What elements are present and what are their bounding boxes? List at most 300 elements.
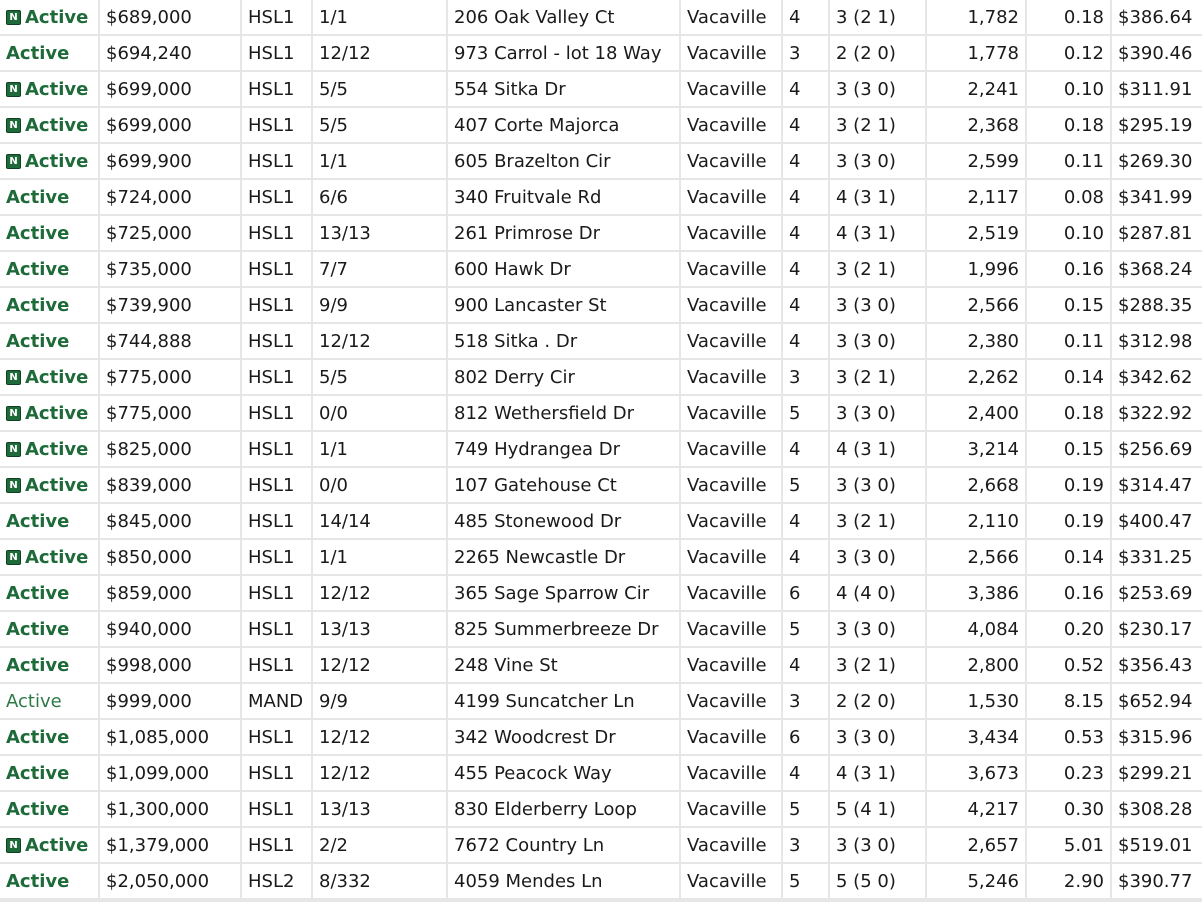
- days-on-market-cell: 12/12: [313, 756, 446, 790]
- address-cell[interactable]: 261 Primrose Dr: [448, 216, 679, 250]
- sqft-cell: 3,386: [927, 576, 1025, 610]
- days-on-market-cell: 7/7: [313, 252, 446, 286]
- city-cell: Vacaville: [681, 468, 781, 502]
- price-cell: $694,240: [100, 36, 240, 70]
- class-cell: HSL1: [242, 648, 311, 682]
- status-wrapper: [6, 331, 92, 352]
- city-cell: Vacaville: [681, 576, 781, 610]
- status-cell: [0, 324, 98, 358]
- table-row[interactable]: [0, 792, 1202, 826]
- status-cell: [0, 360, 98, 394]
- baths-cell: 3 (3 0): [830, 324, 925, 358]
- price-per-sqft-cell: $288.35: [1112, 288, 1202, 322]
- table-row[interactable]: [0, 360, 1202, 394]
- address-cell[interactable]: 342 Woodcrest Dr: [448, 720, 679, 754]
- sqft-cell: 4,084: [927, 612, 1025, 646]
- beds-cell: 4: [783, 0, 828, 34]
- sqft-cell: 2,657: [927, 828, 1025, 862]
- status-label: Active: [6, 762, 70, 784]
- days-on-market-cell: 5/5: [313, 360, 446, 394]
- city-cell: Vacaville: [681, 864, 781, 898]
- price-per-sqft-cell: $315.96: [1112, 720, 1202, 754]
- new-listing-badge-icon: N: [6, 550, 21, 565]
- status-wrapper: [6, 871, 92, 892]
- table-row[interactable]: [0, 540, 1202, 574]
- price-cell: $735,000: [100, 252, 240, 286]
- sqft-cell: 1,996: [927, 252, 1025, 286]
- price-per-sqft-cell: $253.69: [1112, 576, 1202, 610]
- price-cell: $850,000: [100, 540, 240, 574]
- lot-size-cell: 0.08: [1027, 180, 1110, 214]
- status-cell: [0, 684, 98, 718]
- address-cell[interactable]: 749 Hydrangea Dr: [448, 432, 679, 466]
- city-cell: Vacaville: [681, 216, 781, 250]
- price-per-sqft-cell: $312.98: [1112, 324, 1202, 358]
- address-cell[interactable]: 554 Sitka Dr: [448, 72, 679, 106]
- price-per-sqft-cell: $311.91: [1112, 72, 1202, 106]
- beds-cell: 5: [783, 792, 828, 826]
- sqft-cell: 2,800: [927, 648, 1025, 682]
- status-wrapper: [6, 727, 92, 748]
- address-cell[interactable]: 830 Elderberry Loop: [448, 792, 679, 826]
- price-per-sqft-cell: $390.77: [1112, 864, 1202, 898]
- status-cell: [0, 540, 98, 574]
- price-per-sqft-cell: $256.69: [1112, 432, 1202, 466]
- address-cell[interactable]: 107 Gatehouse Ct: [448, 468, 679, 502]
- beds-cell: 4: [783, 252, 828, 286]
- class-cell: HSL1: [242, 576, 311, 610]
- class-cell: HSL1: [242, 288, 311, 322]
- class-cell: HSL1: [242, 252, 311, 286]
- city-cell: Vacaville: [681, 0, 781, 34]
- baths-cell: 2 (2 0): [830, 684, 925, 718]
- city-cell: Vacaville: [681, 36, 781, 70]
- beds-cell: 4: [783, 648, 828, 682]
- sqft-cell: 3,434: [927, 720, 1025, 754]
- status-label: Active: [25, 546, 89, 568]
- city-cell: Vacaville: [681, 324, 781, 358]
- address-cell[interactable]: 825 Summerbreeze Dr: [448, 612, 679, 646]
- days-on-market-cell: 12/12: [313, 576, 446, 610]
- price-cell: $739,900: [100, 288, 240, 322]
- price-per-sqft-cell: $342.62: [1112, 360, 1202, 394]
- lot-size-cell: 0.20: [1027, 612, 1110, 646]
- address-cell[interactable]: 2265 Newcastle Dr: [448, 540, 679, 574]
- status-wrapper: [6, 547, 92, 568]
- price-cell: $845,000: [100, 504, 240, 538]
- beds-cell: 3: [783, 828, 828, 862]
- price-per-sqft-cell: $314.47: [1112, 468, 1202, 502]
- beds-cell: 6: [783, 576, 828, 610]
- beds-cell: 5: [783, 612, 828, 646]
- status-cell: [0, 180, 98, 214]
- lot-size-cell: 0.12: [1027, 36, 1110, 70]
- new-listing-badge-icon: N: [6, 838, 21, 853]
- lot-size-cell: 0.15: [1027, 432, 1110, 466]
- city-cell: Vacaville: [681, 720, 781, 754]
- class-cell: HSL1: [242, 432, 311, 466]
- baths-cell: 3 (3 0): [830, 828, 925, 862]
- price-per-sqft-cell: $390.46: [1112, 36, 1202, 70]
- days-on-market-cell: 1/1: [313, 540, 446, 574]
- table-row[interactable]: [0, 504, 1202, 538]
- status-label: Active: [6, 582, 70, 604]
- status-wrapper: [6, 439, 92, 460]
- days-on-market-cell: 13/13: [313, 792, 446, 826]
- status-wrapper: [6, 79, 92, 100]
- status-label: Active: [6, 690, 62, 712]
- baths-cell: 3 (3 0): [830, 720, 925, 754]
- days-on-market-cell: 13/13: [313, 612, 446, 646]
- price-cell: $1,085,000: [100, 720, 240, 754]
- status-cell: [0, 504, 98, 538]
- city-cell: Vacaville: [681, 504, 781, 538]
- days-on-market-cell: 12/12: [313, 648, 446, 682]
- beds-cell: 6: [783, 720, 828, 754]
- price-cell: $999,000: [100, 684, 240, 718]
- lot-size-cell: 0.19: [1027, 504, 1110, 538]
- city-cell: Vacaville: [681, 108, 781, 142]
- address-cell[interactable]: 600 Hawk Dr: [448, 252, 679, 286]
- status-cell: [0, 576, 98, 610]
- sqft-cell: 3,214: [927, 432, 1025, 466]
- price-cell: $859,000: [100, 576, 240, 610]
- address-cell[interactable]: 365 Sage Sparrow Cir: [448, 576, 679, 610]
- status-label: Active: [6, 186, 70, 208]
- price-cell: $839,000: [100, 468, 240, 502]
- table-row[interactable]: [0, 468, 1202, 502]
- class-cell: HSL1: [242, 396, 311, 430]
- beds-cell: 5: [783, 468, 828, 502]
- baths-cell: 3 (3 0): [830, 144, 925, 178]
- table-row[interactable]: [0, 0, 1202, 34]
- status-label: Active: [6, 294, 70, 316]
- table-row[interactable]: [0, 288, 1202, 322]
- status-label: Active: [6, 654, 70, 676]
- price-cell: $1,099,000: [100, 756, 240, 790]
- baths-cell: 5 (5 0): [830, 864, 925, 898]
- address-cell[interactable]: 340 Fruitvale Rd: [448, 180, 679, 214]
- baths-cell: 3 (3 0): [830, 396, 925, 430]
- class-cell: HSL1: [242, 792, 311, 826]
- sqft-cell: 1,778: [927, 36, 1025, 70]
- lot-size-cell: 0.10: [1027, 216, 1110, 250]
- price-cell: $724,000: [100, 180, 240, 214]
- status-label: Active: [6, 222, 70, 244]
- status-wrapper: [6, 187, 92, 208]
- status-wrapper: [6, 223, 92, 244]
- sqft-cell: 4,217: [927, 792, 1025, 826]
- beds-cell: 4: [783, 288, 828, 322]
- beds-cell: 4: [783, 540, 828, 574]
- lot-size-cell: 0.30: [1027, 792, 1110, 826]
- city-cell: Vacaville: [681, 360, 781, 394]
- baths-cell: 4 (3 1): [830, 180, 925, 214]
- status-cell: [0, 720, 98, 754]
- status-label: Active: [6, 726, 70, 748]
- table-row[interactable]: [0, 324, 1202, 358]
- baths-cell: 4 (4 0): [830, 576, 925, 610]
- price-per-sqft-cell: $368.24: [1112, 252, 1202, 286]
- city-cell: Vacaville: [681, 144, 781, 178]
- baths-cell: 3 (3 0): [830, 540, 925, 574]
- status-wrapper: [6, 475, 92, 496]
- class-cell: HSL1: [242, 180, 311, 214]
- beds-cell: 4: [783, 72, 828, 106]
- class-cell: HSL1: [242, 216, 311, 250]
- city-cell: Vacaville: [681, 684, 781, 718]
- address-cell[interactable]: 248 Vine St: [448, 648, 679, 682]
- city-cell: Vacaville: [681, 540, 781, 574]
- beds-cell: 4: [783, 756, 828, 790]
- price-cell: $699,000: [100, 72, 240, 106]
- city-cell: Vacaville: [681, 180, 781, 214]
- class-cell: HSL1: [242, 0, 311, 34]
- lot-size-cell: 5.01: [1027, 828, 1110, 862]
- table-row[interactable]: [0, 864, 1202, 898]
- days-on-market-cell: 9/9: [313, 684, 446, 718]
- beds-cell: 5: [783, 864, 828, 898]
- status-wrapper: [6, 295, 92, 316]
- days-on-market-cell: 5/5: [313, 72, 446, 106]
- status-cell: [0, 864, 98, 898]
- status-cell: [0, 72, 98, 106]
- status-wrapper: [6, 151, 92, 172]
- city-cell: Vacaville: [681, 288, 781, 322]
- price-per-sqft-cell: $299.21: [1112, 756, 1202, 790]
- status-cell: [0, 288, 98, 322]
- city-cell: Vacaville: [681, 432, 781, 466]
- baths-cell: 3 (2 1): [830, 504, 925, 538]
- city-cell: Vacaville: [681, 792, 781, 826]
- status-label: Active: [25, 6, 89, 28]
- class-cell: HSL1: [242, 468, 311, 502]
- lot-size-cell: 0.16: [1027, 576, 1110, 610]
- days-on-market-cell: 0/0: [313, 468, 446, 502]
- status-label: Active: [25, 78, 89, 100]
- baths-cell: 3 (3 0): [830, 612, 925, 646]
- baths-cell: 4 (3 1): [830, 756, 925, 790]
- new-listing-badge-icon: N: [6, 10, 21, 25]
- days-on-market-cell: 13/13: [313, 216, 446, 250]
- beds-cell: 4: [783, 504, 828, 538]
- address-cell[interactable]: 605 Brazelton Cir: [448, 144, 679, 178]
- price-per-sqft-cell: $400.47: [1112, 504, 1202, 538]
- days-on-market-cell: 12/12: [313, 324, 446, 358]
- days-on-market-cell: 14/14: [313, 504, 446, 538]
- status-cell: [0, 144, 98, 178]
- address-cell[interactable]: 802 Derry Cir: [448, 360, 679, 394]
- status-cell: [0, 252, 98, 286]
- status-label: Active: [6, 258, 70, 280]
- price-cell: $689,000: [100, 0, 240, 34]
- table-row[interactable]: [0, 828, 1202, 862]
- address-cell[interactable]: 812 Wethersfield Dr: [448, 396, 679, 430]
- sqft-cell: 2,400: [927, 396, 1025, 430]
- status-label: Active: [25, 438, 89, 460]
- status-wrapper: [6, 367, 92, 388]
- beds-cell: 3: [783, 684, 828, 718]
- class-cell: HSL1: [242, 612, 311, 646]
- class-cell: HSL1: [242, 324, 311, 358]
- price-per-sqft-cell: $356.43: [1112, 648, 1202, 682]
- status-wrapper: [6, 511, 92, 532]
- class-cell: HSL1: [242, 360, 311, 394]
- price-per-sqft-cell: $519.01: [1112, 828, 1202, 862]
- beds-cell: 3: [783, 36, 828, 70]
- address-cell[interactable]: 900 Lancaster St: [448, 288, 679, 322]
- price-cell: $699,900: [100, 144, 240, 178]
- lot-size-cell: 0.15: [1027, 288, 1110, 322]
- table-row[interactable]: [0, 144, 1202, 178]
- new-listing-badge-icon: N: [6, 406, 21, 421]
- status-wrapper: [6, 799, 92, 820]
- days-on-market-cell: 12/12: [313, 720, 446, 754]
- baths-cell: 3 (2 1): [830, 0, 925, 34]
- beds-cell: 5: [783, 396, 828, 430]
- status-cell: [0, 36, 98, 70]
- sqft-cell: 3,673: [927, 756, 1025, 790]
- lot-size-cell: 0.14: [1027, 360, 1110, 394]
- days-on-market-cell: 9/9: [313, 288, 446, 322]
- table-row[interactable]: [0, 216, 1202, 250]
- city-cell: Vacaville: [681, 72, 781, 106]
- city-cell: Vacaville: [681, 648, 781, 682]
- address-cell[interactable]: 455 Peacock Way: [448, 756, 679, 790]
- address-cell[interactable]: 206 Oak Valley Ct: [448, 0, 679, 34]
- price-per-sqft-cell: $308.28: [1112, 792, 1202, 826]
- sqft-cell: 2,519: [927, 216, 1025, 250]
- lot-size-cell: 0.53: [1027, 720, 1110, 754]
- status-cell: [0, 612, 98, 646]
- days-on-market-cell: 8/332: [313, 864, 446, 898]
- price-per-sqft-cell: $322.92: [1112, 396, 1202, 430]
- status-label: Active: [6, 798, 70, 820]
- status-label: Active: [25, 402, 89, 424]
- table-row[interactable]: [0, 180, 1202, 214]
- beds-cell: 4: [783, 216, 828, 250]
- status-wrapper: [6, 619, 92, 640]
- table-row[interactable]: [0, 576, 1202, 610]
- baths-cell: 3 (2 1): [830, 360, 925, 394]
- status-cell: [0, 468, 98, 502]
- lot-size-cell: 0.18: [1027, 396, 1110, 430]
- baths-cell: 4 (3 1): [830, 432, 925, 466]
- days-on-market-cell: 12/12: [313, 36, 446, 70]
- class-cell: HSL1: [242, 36, 311, 70]
- status-cell: [0, 396, 98, 430]
- lot-size-cell: 0.18: [1027, 108, 1110, 142]
- price-per-sqft-cell: $386.64: [1112, 0, 1202, 34]
- status-cell: [0, 792, 98, 826]
- days-on-market-cell: 2/2: [313, 828, 446, 862]
- address-cell[interactable]: 407 Corte Majorca: [448, 108, 679, 142]
- sqft-cell: 2,599: [927, 144, 1025, 178]
- price-per-sqft-cell: $652.94: [1112, 684, 1202, 718]
- table-row[interactable]: [0, 720, 1202, 754]
- status-cell: [0, 108, 98, 142]
- sqft-cell: 2,241: [927, 72, 1025, 106]
- status-wrapper: [6, 583, 92, 604]
- status-wrapper: [6, 691, 92, 712]
- class-cell: HSL1: [242, 504, 311, 538]
- lot-size-cell: 2.90: [1027, 864, 1110, 898]
- price-cell: $725,000: [100, 216, 240, 250]
- status-label: Active: [25, 114, 89, 136]
- status-label: Active: [6, 330, 70, 352]
- city-cell: Vacaville: [681, 252, 781, 286]
- new-listing-badge-icon: N: [6, 118, 21, 133]
- sqft-cell: 1,530: [927, 684, 1025, 718]
- city-cell: Vacaville: [681, 612, 781, 646]
- price-per-sqft-cell: $287.81: [1112, 216, 1202, 250]
- sqft-cell: 2,566: [927, 288, 1025, 322]
- baths-cell: 3 (2 1): [830, 108, 925, 142]
- table-row[interactable]: [0, 612, 1202, 646]
- table-row[interactable]: [0, 72, 1202, 106]
- status-label: Active: [6, 618, 70, 640]
- baths-cell: 3 (2 1): [830, 252, 925, 286]
- status-label: Active: [25, 834, 89, 856]
- lot-size-cell: 0.52: [1027, 648, 1110, 682]
- class-cell: HSL1: [242, 828, 311, 862]
- sqft-cell: 2,368: [927, 108, 1025, 142]
- new-listing-badge-icon: N: [6, 370, 21, 385]
- table-row[interactable]: [0, 396, 1202, 430]
- sqft-cell: 5,246: [927, 864, 1025, 898]
- table-row[interactable]: [0, 684, 1202, 718]
- baths-cell: 5 (4 1): [830, 792, 925, 826]
- status-wrapper: [6, 43, 92, 64]
- address-cell[interactable]: 485 Stonewood Dr: [448, 504, 679, 538]
- price-cell: $775,000: [100, 360, 240, 394]
- price-per-sqft-cell: $295.19: [1112, 108, 1202, 142]
- status-label: Active: [25, 150, 89, 172]
- class-cell: HSL1: [242, 108, 311, 142]
- lot-size-cell: 8.15: [1027, 684, 1110, 718]
- price-cell: $1,379,000: [100, 828, 240, 862]
- address-cell[interactable]: 7672 Country Ln: [448, 828, 679, 862]
- new-listing-badge-icon: N: [6, 442, 21, 457]
- table-row[interactable]: [0, 36, 1202, 70]
- status-wrapper: [6, 835, 92, 856]
- price-cell: $744,888: [100, 324, 240, 358]
- status-label: Active: [6, 510, 70, 532]
- status-wrapper: [6, 7, 92, 28]
- price-per-sqft-cell: $341.99: [1112, 180, 1202, 214]
- table-row[interactable]: [0, 108, 1202, 142]
- city-cell: Vacaville: [681, 756, 781, 790]
- table-row[interactable]: [0, 756, 1202, 790]
- beds-cell: 4: [783, 432, 828, 466]
- price-cell: $2,050,000: [100, 864, 240, 898]
- days-on-market-cell: 0/0: [313, 396, 446, 430]
- days-on-market-cell: 5/5: [313, 108, 446, 142]
- address-cell[interactable]: 4199 Suncatcher Ln: [448, 684, 679, 718]
- status-cell: [0, 648, 98, 682]
- address-cell[interactable]: 4059 Mendes Ln: [448, 864, 679, 898]
- status-wrapper: [6, 403, 92, 424]
- table-row[interactable]: [0, 252, 1202, 286]
- beds-cell: 4: [783, 180, 828, 214]
- address-cell[interactable]: 973 Carrol - lot 18 Way: [448, 36, 679, 70]
- table-row[interactable]: [0, 432, 1202, 466]
- address-cell[interactable]: 518 Sitka . Dr: [448, 324, 679, 358]
- price-cell: $775,000: [100, 396, 240, 430]
- table-row[interactable]: [0, 648, 1202, 682]
- new-listing-badge-icon: N: [6, 478, 21, 493]
- baths-cell: 2 (2 0): [830, 36, 925, 70]
